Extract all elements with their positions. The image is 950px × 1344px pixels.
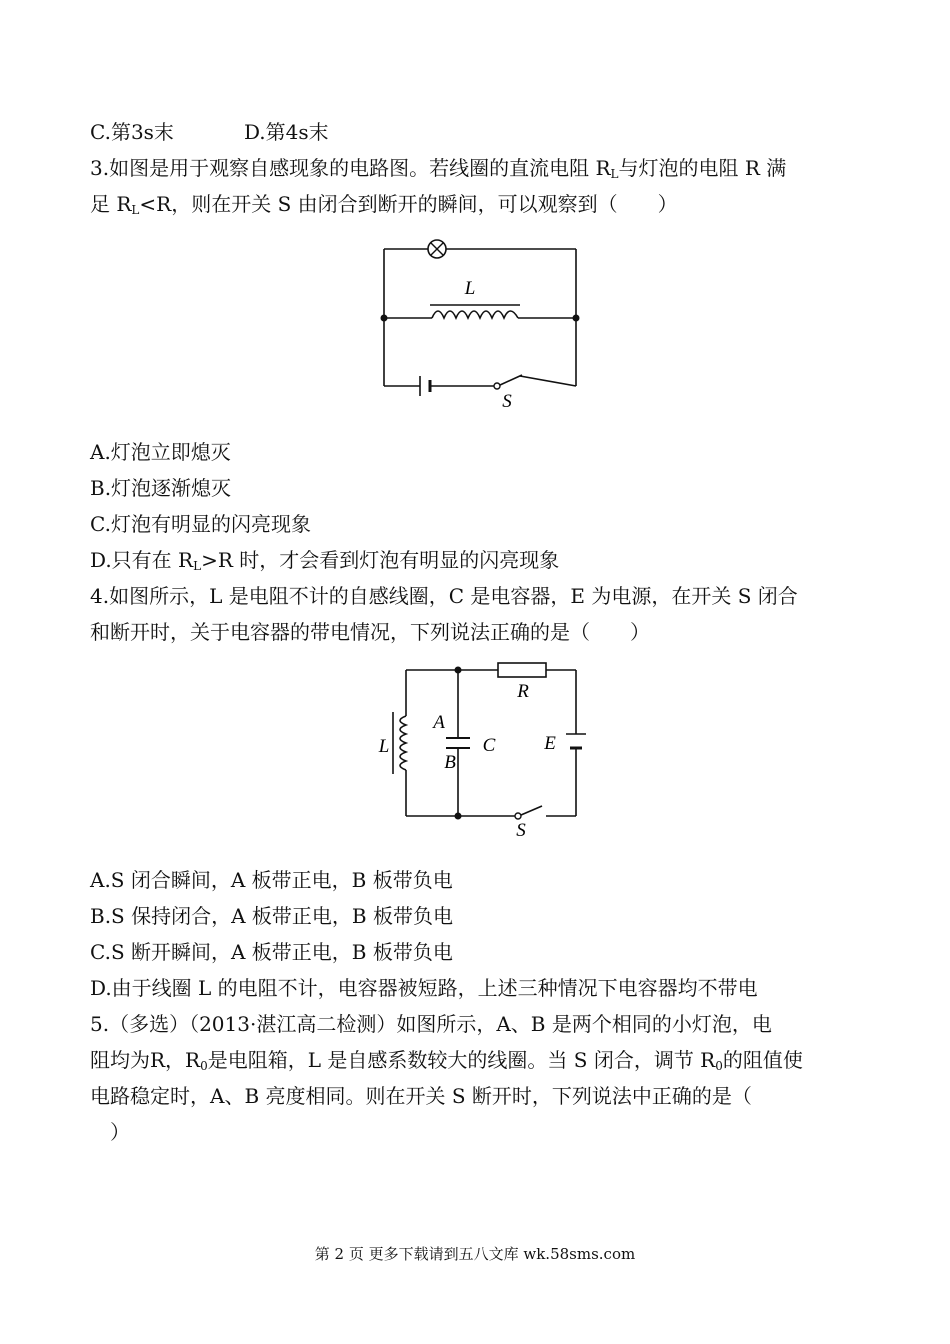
q4-option-a: A.S 闭合瞬间，A 板带正电，B 板带负电 [90,868,453,892]
q3-stem-line2 [90,190,678,224]
q3-stem-text: 与灯泡的电阻 R 满 [618,156,787,180]
q5-stem-line2 [90,1046,803,1080]
q5-stem-line4: ） [90,1120,130,1144]
subscript: 0 [715,1059,723,1073]
junction-dot [573,315,580,322]
q3-option-c: C.灯泡有明显的闪亮现象 [90,512,311,536]
q5-stem-line3: 电路稳定时，A、B 亮度相同。则在开关 S 断开时，下列说法中正确的是（ [90,1084,752,1108]
subscript: 0 [200,1059,208,1073]
q4-option-c: C.S 断开瞬间，A 板带正电，B 板带负电 [90,940,453,964]
q4-circuit-diagram [370,656,620,842]
q3-option-d-text: D.只有在 R [90,548,194,572]
q4-stem-line1: 4.如图所示，L 是电阻不计的自感线圈，C 是电容器，E 为电源，在开关 S 闭合 [90,584,798,608]
label-S: S [502,391,512,412]
junction-dot [455,813,462,820]
label-C: C [482,735,496,756]
label-B: B [444,752,456,773]
q3-stem-text: 3.如图是用于观察自感现象的电路图。若线圈的直流电阻 R [90,156,611,180]
q3-stem-text: <R，则在开关 S 由闭合到断开的瞬间，可以观察到（ ） [139,192,678,216]
battery-icon [566,734,586,748]
q2-options [90,118,329,146]
switch-icon [494,375,522,389]
q3-option-d-text: >R 时，才会看到灯泡有明显的闪亮现象 [201,548,560,572]
q3-circuit-diagram [370,232,590,412]
inductor-icon [430,305,520,318]
junction-dot [455,667,462,674]
label-E: E [544,733,556,754]
subscript: L [610,167,619,181]
q2-option-c: C.第3s末 [90,120,174,144]
q5-stem-text: 的阻值使 [722,1048,803,1072]
bulb-icon [428,240,446,258]
q3-stem-line1 [90,154,786,188]
q5-stem-text: 阻均为R，R [90,1048,201,1072]
q4-option-d: D.由于线圈 L 的电阻不计，电容器被短路，上述三种情况下电容器均不带电 [90,976,758,1000]
subscript: L [193,559,202,573]
q5-stem-text: 是电阻箱，L 是自感系数较大的线圈。当 S 闭合，调节 R [207,1048,716,1072]
q3-option-d [90,546,559,580]
label-A: A [433,712,445,733]
junction-dot [381,315,388,322]
q3-option-a: A.灯泡立即熄灭 [90,440,231,464]
label-S: S [516,820,526,841]
q5-stem-line1: 5.（多选）（2013·湛江高二检测）如图所示，A、B 是两个相同的小灯泡，电 [90,1012,772,1036]
subscript: L [131,203,140,217]
switch-icon [515,806,542,819]
inductor-icon [393,712,406,774]
q4-stem-line2: 和断开时，关于电容器的带电情况，下列说法正确的是（ ） [90,620,650,644]
q3-option-b: B.灯泡逐渐熄灭 [90,476,232,500]
label-R: R [517,681,529,702]
q4-option-b: B.S 保持闭合，A 板带正电，B 板带负电 [90,904,453,928]
resistor-icon [498,663,546,677]
q2-option-d: D.第4s末 [243,120,329,144]
battery-icon [420,376,430,396]
label-L: L [464,278,476,299]
page-footer: 第 2 页 更多下载请到五八文库 wk.58sms.com [314,1245,636,1263]
label-L: L [378,736,390,757]
capacitor-icon [446,738,470,748]
q3-stem-text: 足 R [90,192,132,216]
